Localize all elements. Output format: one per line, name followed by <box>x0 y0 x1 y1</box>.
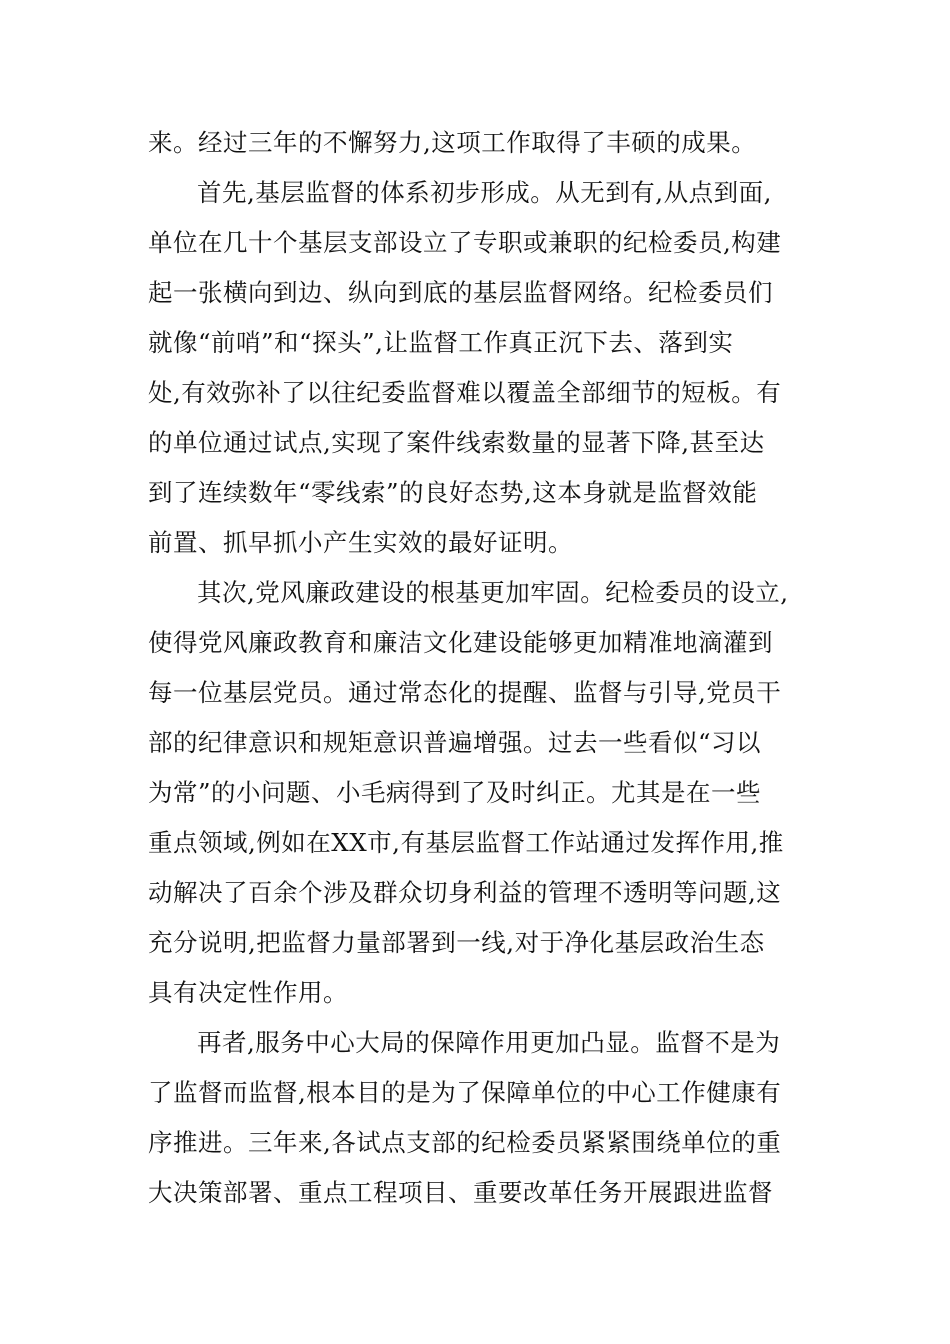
text-line-15: 重点领域,例如在XX市,有基层监督工作站通过发挥作用,推 <box>148 828 784 857</box>
text-line-3: 单位在几十个基层支部设立了专职或兼职的纪检委员,构建 <box>148 228 782 257</box>
text-line-19: 再者,服务中心大局的保障作用更加凸显。监督不是为 <box>197 1028 781 1057</box>
text-line-2: 首先,基层监督的体系初步形成。从无到有,从点到面, <box>197 178 772 207</box>
text-line-8: 到了连续数年“零线索”的良好态势,这本身就是监督效能 <box>148 478 758 507</box>
text-line-5: 就像“前哨”和“探头”,让监督工作真正沉下去、落到实 <box>148 328 734 357</box>
text-line-16: 动解决了百余个涉及群众切身利益的管理不透明等问题,这 <box>148 878 782 907</box>
text-line-14: 为常”的小问题、小毛病得到了及时纠正。尤其是在一些 <box>148 778 762 807</box>
text-line-21: 序推进。三年来,各试点支部的纪检委员紧紧围绕单位的重 <box>148 1128 782 1157</box>
text-line-20: 了监督而监督,根本目的是为了保障单位的中心工作健康有 <box>148 1078 782 1107</box>
text-line-17: 充分说明,把监督力量部署到一线,对于净化基层政治生态 <box>148 928 765 957</box>
text-line-13: 部的纪律意识和规矩意识普遍增强。过去一些看似“习以 <box>148 728 762 757</box>
text-line-1: 来。经过三年的不懈努力,这项工作取得了丰硕的成果。 <box>148 128 757 157</box>
text-line-22: 大决策部署、重点工程项目、重要改革任务开展跟进监督 <box>148 1178 773 1207</box>
text-line-18: 具有决定性作用。 <box>148 978 348 1007</box>
text-line-7: 的单位通过试点,实现了案件线索数量的显著下降,甚至达 <box>148 428 765 457</box>
text-line-4: 起一张横向到边、纵向到底的基层监督网络。纪检委员们 <box>148 278 773 307</box>
text-line-11: 使得党风廉政教育和廉洁文化建设能够更加精准地滴灌到 <box>148 628 773 657</box>
text-line-6: 处,有效弥补了以往纪委监督难以覆盖全部细节的短板。有 <box>148 378 782 407</box>
text-line-12: 每一位基层党员。通过常态化的提醒、监督与引导,党员干 <box>148 678 782 707</box>
text-line-9: 前置、抓早抓小产生实效的最好证明。 <box>148 528 573 557</box>
text-line-10: 其次,党风廉政建设的根基更加牢固。纪检委员的设立, <box>197 578 789 607</box>
